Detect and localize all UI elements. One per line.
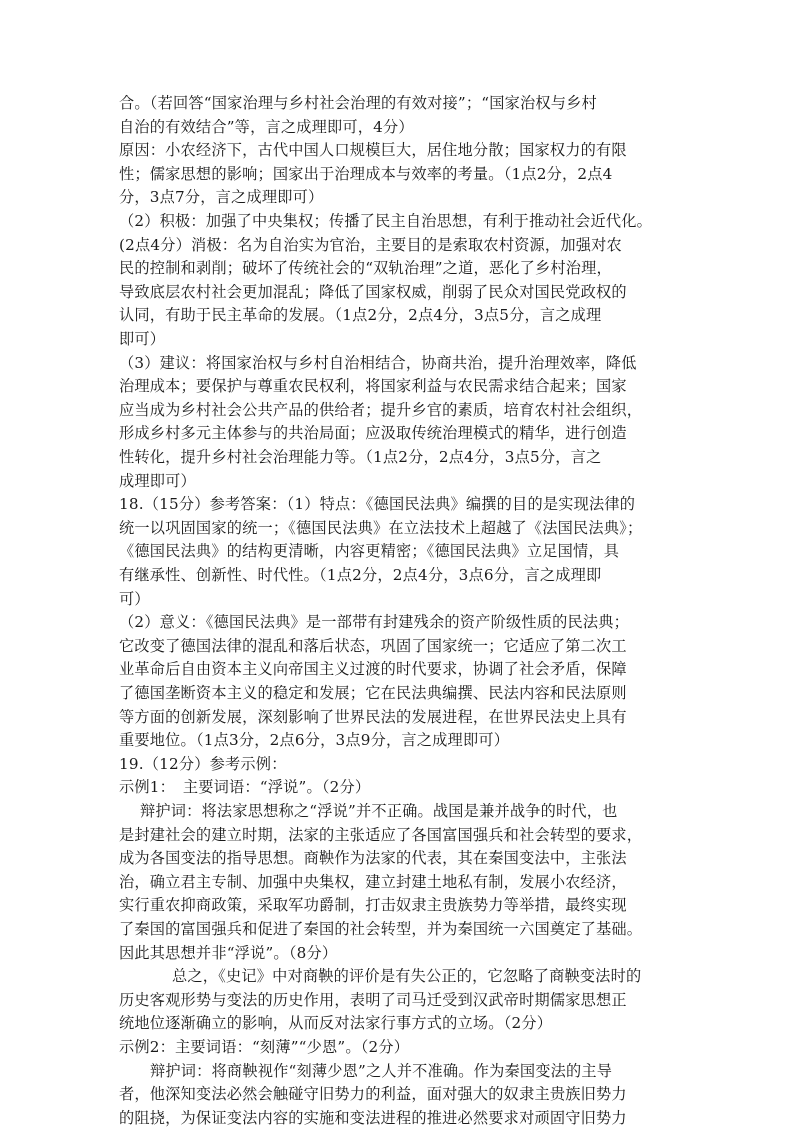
text-line: 等方面的创新发展，深刻影响了世界民法的发展进程，在世界民法史上具有: [119, 707, 627, 726]
text-line: 分，3点7分，言之成理即可）: [119, 188, 324, 207]
text-line: 原因：小农经济下，古代中国人口规模巨大，居住地分散；国家权力的有限: [119, 141, 627, 160]
text-line: 统一以巩固国家的统一；《德国民法典》在立法技术上超越了《法国民法典》；: [119, 518, 643, 537]
text-line: 治，确立君主专制、加强中央集权，建立封建土地私有制，发展小农经济，: [119, 872, 627, 891]
text-line: 有继承性、创新性、时代性。（1点2分，2点4分，3点6分，言之成理即: [119, 566, 602, 584]
text-line: 合。（若回答“国家治理与乡村社会治理的有效对接”；“国家治权与乡村: [119, 94, 597, 112]
text-line: 它改变了德国法律的混乱和落后状态，巩固了国家统一；它适应了第二次工: [119, 636, 627, 655]
text-line: 可）: [119, 589, 150, 608]
text-line: 18.（15分）参考答案：（1）特点：《德国民法典》编撰的目的是实现法律的: [119, 495, 636, 514]
text-line: 业革命后自由资本主义向帝国主义过渡的时代要求，协调了社会矛盾，保障: [119, 660, 627, 679]
text-line: （3）建议：将国家治权与乡村自治相结合，协商共治，提升治理效率，降低: [119, 353, 637, 372]
text-line: 重要地位。（1点3分，2点6分，3点9分，言之成理即可）: [119, 731, 510, 750]
text-line: 《德国民法典》的结构更清晰，内容更精密；《德国民法典》立足国情，具: [119, 542, 620, 561]
text-line: 民的控制和剥削；破坏了传统社会的“双轨治理”之道，恶化了乡村治理，: [119, 259, 612, 278]
text-line: 19.（12分）参考示例：: [119, 754, 287, 773]
text-line: 总之，《史记》中对商鞅的评价是有失公正的，它忽略了商鞅变法时的: [172, 967, 642, 986]
text-line: 成为各国变法的指导思想。商鞅作为法家的代表，其在秦国变法中，主张法: [119, 849, 627, 868]
text-line: 导致底层农村社会更加混乱；降低了国家权威，削弱了民众对国民党政权的: [119, 282, 627, 301]
text-line: 了秦国的富国强兵和促进了秦国的社会转型，并为秦国统一六国奠定了基础。: [119, 920, 643, 938]
text-line: 者，他深知变法必然会触碰守旧势力的利益，面对强大的奴隶主贵族旧势力: [119, 1085, 627, 1104]
text-line: 实行重农抑商政策，采取军功爵制，打击奴隶主贵族势力等举措，最终实现: [119, 896, 627, 915]
text-line: 自治的有效结合”等，言之成理即可，4分）: [119, 117, 414, 136]
text-line: 成理即可）: [119, 471, 196, 490]
text-line: 示例1： 主要词语：“浮说”。（2分）: [119, 778, 371, 797]
text-line: （2）积极：加强了中央集权；传播了民主自治思想，有利于推动社会近代化。: [119, 212, 653, 230]
text-line: 形成乡村多元主体参与的共治局面；应汲取传统治理模式的精华，进行创造: [119, 424, 627, 443]
text-line: 辩护词：将商鞅视作“刻薄少恩”之人并不准确。作为秦国变法的主导: [150, 1061, 613, 1080]
text-line: (2点4分）消极：名为自治实为官治，主要目的是索取农村资源，加强对农: [119, 235, 622, 254]
text-line: （2）意义：《德国民法典》是一部带有封建残余的资产阶级性质的民法典；: [119, 613, 630, 632]
text-line: 性转化，提升乡村社会治理能力等。（1点2分，2点4分，3点5分，言之: [119, 448, 602, 466]
text-line: 历史客观形势与变法的历史作用，表明了司马迁受到汉武帝时期儒家思想正: [119, 990, 627, 1009]
text-line: 了德国垄断资本主义的稳定和发展；它在民法典编撰、民法内容和民法原则: [119, 684, 627, 702]
text-line: 因此其思想并非“浮说”。（8分）: [119, 943, 338, 962]
text-line: 统地位逐渐确立的影响，从而反对法家行事方式的立场。（2分）: [119, 1014, 553, 1033]
text-line: 应当成为乡村社会公共产品的供给者；提升乡官的素质，培育农村社会组织，: [119, 400, 643, 419]
text-line: 认同，有助于民主革命的发展。（1点2分，2点4分，3点5分，言之成理: [119, 306, 602, 325]
text-line: 性；儒家思想的影响；国家出于治理成本与效率的考量。（1点2分，2点4: [119, 164, 613, 183]
text-line: 的阻挠，为保证变法内容的实施和变法进程的推进必然要求对顽固守旧势力: [119, 1108, 627, 1127]
text-line: 治理成本；要保护与尊重农民权利，将国家利益与农民需求结合起来；国家: [119, 377, 627, 396]
text-line: 即可）: [119, 330, 166, 348]
text-line: 是封建社会的建立时期，法家的主张适应了各国富国强兵和社会转型的要求，: [119, 825, 643, 844]
text-line: 示例2：主要词语：“刻薄”“少恩”。（2分）: [119, 1038, 410, 1056]
text-line: 辩护词：将法家思想称之“浮说”并不正确。战国是兼并战争的时代，也: [140, 802, 618, 820]
